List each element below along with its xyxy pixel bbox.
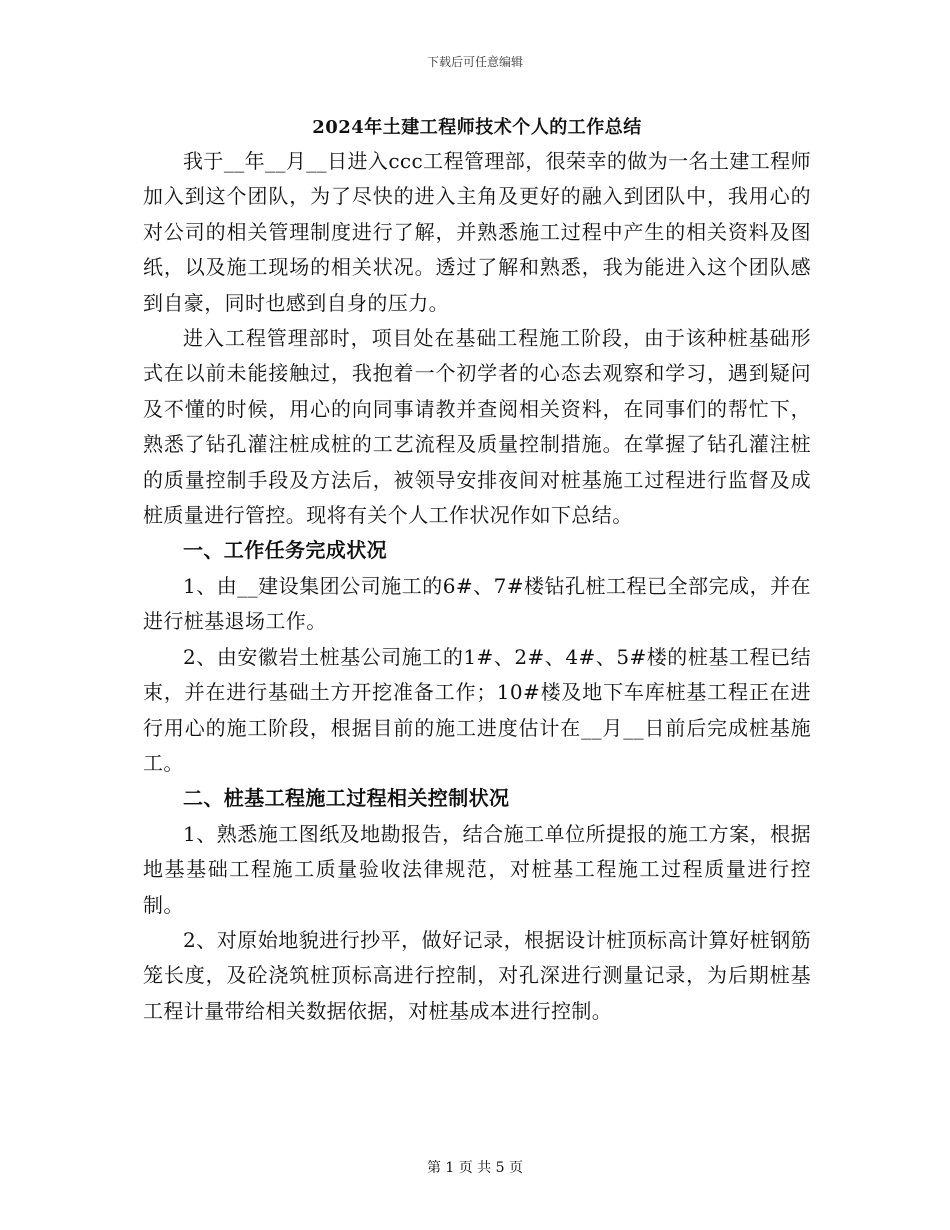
page-number-indicator: 第 1 页 共 5 页 [426, 1160, 524, 1176]
section-1-paragraph-2: 2、由安徽岩土桩基公司施工的1#、2#、4#、5#楼的桩基工程已结束，并在进行基础土方开挖准备工作；10#楼及地下车库桩基工程正在进行用心的施工阶段，根据目前的施工进度估计在__月__日前后完成桩基施工。 [143, 644, 811, 775]
section-heading-2: 二、桩基工程施工过程相关控制状况 [183, 786, 510, 811]
section-1-paragraph-1: 1、由__建设集团公司施工的6#、7#楼钻孔桩工程已全部完成，并在进行桩基退场工作。 [143, 573, 811, 634]
intro-paragraph-1: 我于__年__月__日进入ccc工程管理部，很荣幸的做为一名土建工程师加入到这个团队，为了尽快的进入主角及更好的融入到团队中，我用心的对公司的相关管理制度进行了解，并熟悉施工过程中产生的相关资料及图纸，以及施工现场的相关状况。透过了解和熟悉，我为能进入这个团队感到自豪，同时也感到自身的压力。 [143, 149, 811, 315]
intro-paragraph-2: 进入工程管理部时，项目处在基础工程施工阶段，由于该种桩基础形式在以前未能接触过，我抱着一个初学者的心态去观察和学习，遇到疑问及不懂的时候，用心的向同事请教并查阅相关资料，在同事们的帮忙下，熟悉了钻孔灌注桩成桩的工艺流程及质量控制措施。在掌握了钻孔灌注桩的质量控制手段及方法后，被领导安排夜间对桩基施工过程进行监督及成桩质量进行管控。现将有关个人工作状况作如下总结。 [143, 326, 811, 528]
section-heading-1: 一、工作任务完成状况 [183, 538, 387, 563]
section-2-paragraph-1: 1、熟悉施工图纸及地勘报告，结合施工单位所提报的施工方案，根据地基基础工程施工质量验收法律规范，对桩基工程施工过程质量进行控制。 [143, 821, 811, 917]
page-header-note: 下载后可任意编辑 [426, 55, 523, 69]
section-2-paragraph-2: 2、对原始地貌进行抄平，做好记录，根据设计桩顶标高计算好桩钢筋笼长度，及砼浇筑桩顶标高进行控制，对孔深进行测量记录，为后期桩基工程计量带给相关数据依据，对桩基成本进行控制。 [143, 927, 811, 1023]
document-title: 2024年土建工程师技术个人的工作总结 [312, 117, 642, 138]
document-body [143, 112, 811, 1029]
